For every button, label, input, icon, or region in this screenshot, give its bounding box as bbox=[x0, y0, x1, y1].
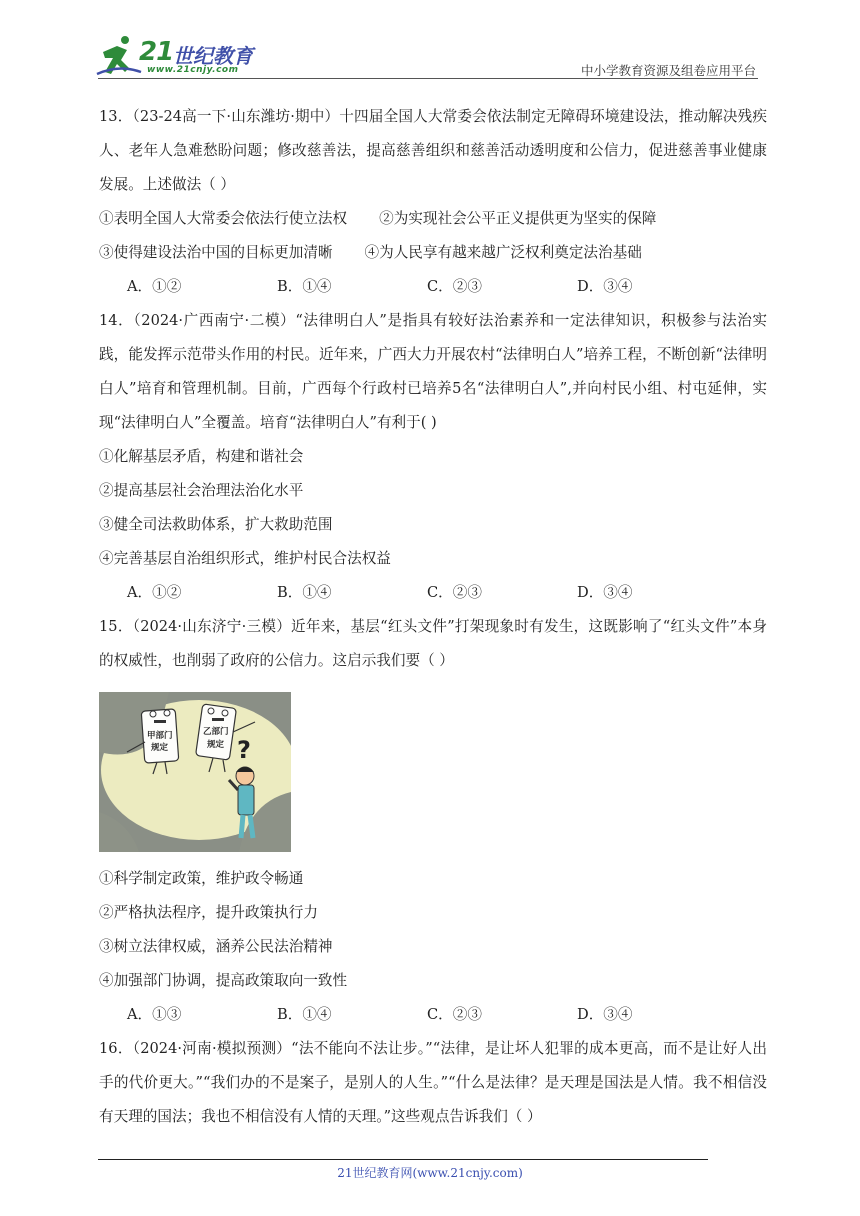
cartoon-image bbox=[99, 692, 291, 852]
footer-divider bbox=[98, 1159, 708, 1160]
cartoon-illustration bbox=[99, 692, 291, 852]
header-divider bbox=[98, 78, 758, 79]
page-header bbox=[0, 0, 860, 80]
choice-b[interactable]: B．①④ bbox=[277, 1006, 332, 1023]
question-14-option-3: ③健全司法救助体系，扩大救助范围 bbox=[99, 516, 333, 533]
sign-left-line2: 规定 bbox=[151, 743, 169, 753]
question-15-stem: 15．（2024·山东济宁·三模）近年来，基层“红头文件”打架现象时有发生，这既影响了“红头文件”本身的权威性，也削弱了政府的公信力。这启示我们要（ ） bbox=[99, 618, 767, 669]
logo-number: 21 bbox=[139, 37, 174, 67]
question-16-stem: 16．（2024·河南·模拟预测）“法不能向不法让步。”“法律，是让坏人犯罪的成本更高，而不是让好人出手的代价更大。”“我们办的不是案子，是别人的人生。”“什么是法律？是天理是国法是人情。我不相信没有天理的国法；我也不相信没有人情的天理。”这些观点告诉我们（ ） bbox=[99, 1040, 767, 1125]
question-15-option-1: ①科学制定政策，维护政令畅通 bbox=[99, 870, 304, 887]
choice-b[interactable]: B．①④ bbox=[277, 584, 332, 601]
question-15-choices bbox=[99, 998, 767, 1032]
question-14-option-2: ②提高基层社会治理法治化水平 bbox=[99, 482, 304, 499]
question-13-choices bbox=[99, 270, 767, 304]
question-15-option-2: ②严格执法程序，提升政策执行力 bbox=[99, 904, 318, 921]
sign-right-line1: 乙部门 bbox=[203, 727, 229, 737]
svg-text:?: ? bbox=[237, 736, 251, 764]
question-13-option-4: ④为人民享有越来越广泛权利奠定法治基础 bbox=[364, 244, 642, 261]
choice-d[interactable]: D．③④ bbox=[577, 584, 633, 601]
site-logo[interactable] bbox=[95, 34, 265, 78]
question-13-option-3: ③使得建设法治中国的目标更加清晰 bbox=[99, 244, 333, 261]
logo-title: 世纪教育 bbox=[173, 44, 253, 68]
sign-left-line1: 甲部门 bbox=[147, 731, 173, 741]
choice-a[interactable]: A．①③ bbox=[127, 1006, 182, 1023]
question-13-option-1: ①表明全国人大常委会依法行使立法权 bbox=[99, 210, 348, 227]
choice-a[interactable]: A．①② bbox=[127, 584, 182, 601]
choice-c[interactable]: C．②③ bbox=[427, 278, 482, 295]
choice-c[interactable]: C．②③ bbox=[427, 1006, 482, 1023]
question-13-option-row bbox=[99, 236, 767, 270]
question-14-choices bbox=[99, 576, 767, 610]
question-13-stem: 13．（23-24高一下·山东潍坊·期中）十四届全国人大常委会依法制定无障碍环境建设法，推动解决残疾人、老年人急难愁盼问题；修改慈善法，提高慈善组织和慈善活动透明度和公信力，促进慈善事业健康发展。上述做法（ ） bbox=[99, 108, 767, 193]
choice-d[interactable]: D．③④ bbox=[577, 278, 633, 295]
footer-link[interactable]: 21世纪教育网(www.21cnjy.com) bbox=[337, 1166, 523, 1180]
platform-title: 中小学教育资源及组卷应用平台 bbox=[580, 63, 756, 78]
choice-a[interactable]: A．①② bbox=[127, 278, 182, 295]
question-13-option-row bbox=[99, 202, 767, 236]
choice-c[interactable]: C．②③ bbox=[427, 584, 482, 601]
question-14-option-4: ④完善基层自治组织形式，维护村民合法权益 bbox=[99, 550, 391, 567]
question-list bbox=[99, 100, 767, 1134]
question-15-option-4: ④加强部门协调，提高政策取向一致性 bbox=[99, 972, 348, 989]
runner-logo-icon bbox=[95, 34, 143, 78]
logo-url: www.21cnjy.com bbox=[147, 65, 239, 75]
sign-right-line2: 规定 bbox=[207, 740, 225, 750]
choice-b[interactable]: B．①④ bbox=[277, 278, 332, 295]
choice-d[interactable]: D．③④ bbox=[577, 1006, 633, 1023]
question-15-option-3: ③树立法律权威，涵养公民法治精神 bbox=[99, 938, 333, 955]
question-14-option-1: ①化解基层矛盾，构建和谐社会 bbox=[99, 448, 304, 465]
question-14-stem: 14．（2024·广西南宁·二模）“法律明白人”是指具有较好法治素养和一定法律知识，积极参与法治实践，能发挥示范带头作用的村民。近年来，广西大力开展农村“法律明白人”培养工程，不断创新“法律明白人”培育和管理机制。目前，广西每个行政村已培养5名“法律明白人”,并向村民小组、村屯延伸，实现“法律明白人”全覆盖。培育“法律明白人”有利于( ) bbox=[99, 312, 767, 431]
question-13-option-2: ②为实现社会公平正义提供更为坚实的保障 bbox=[379, 210, 657, 227]
